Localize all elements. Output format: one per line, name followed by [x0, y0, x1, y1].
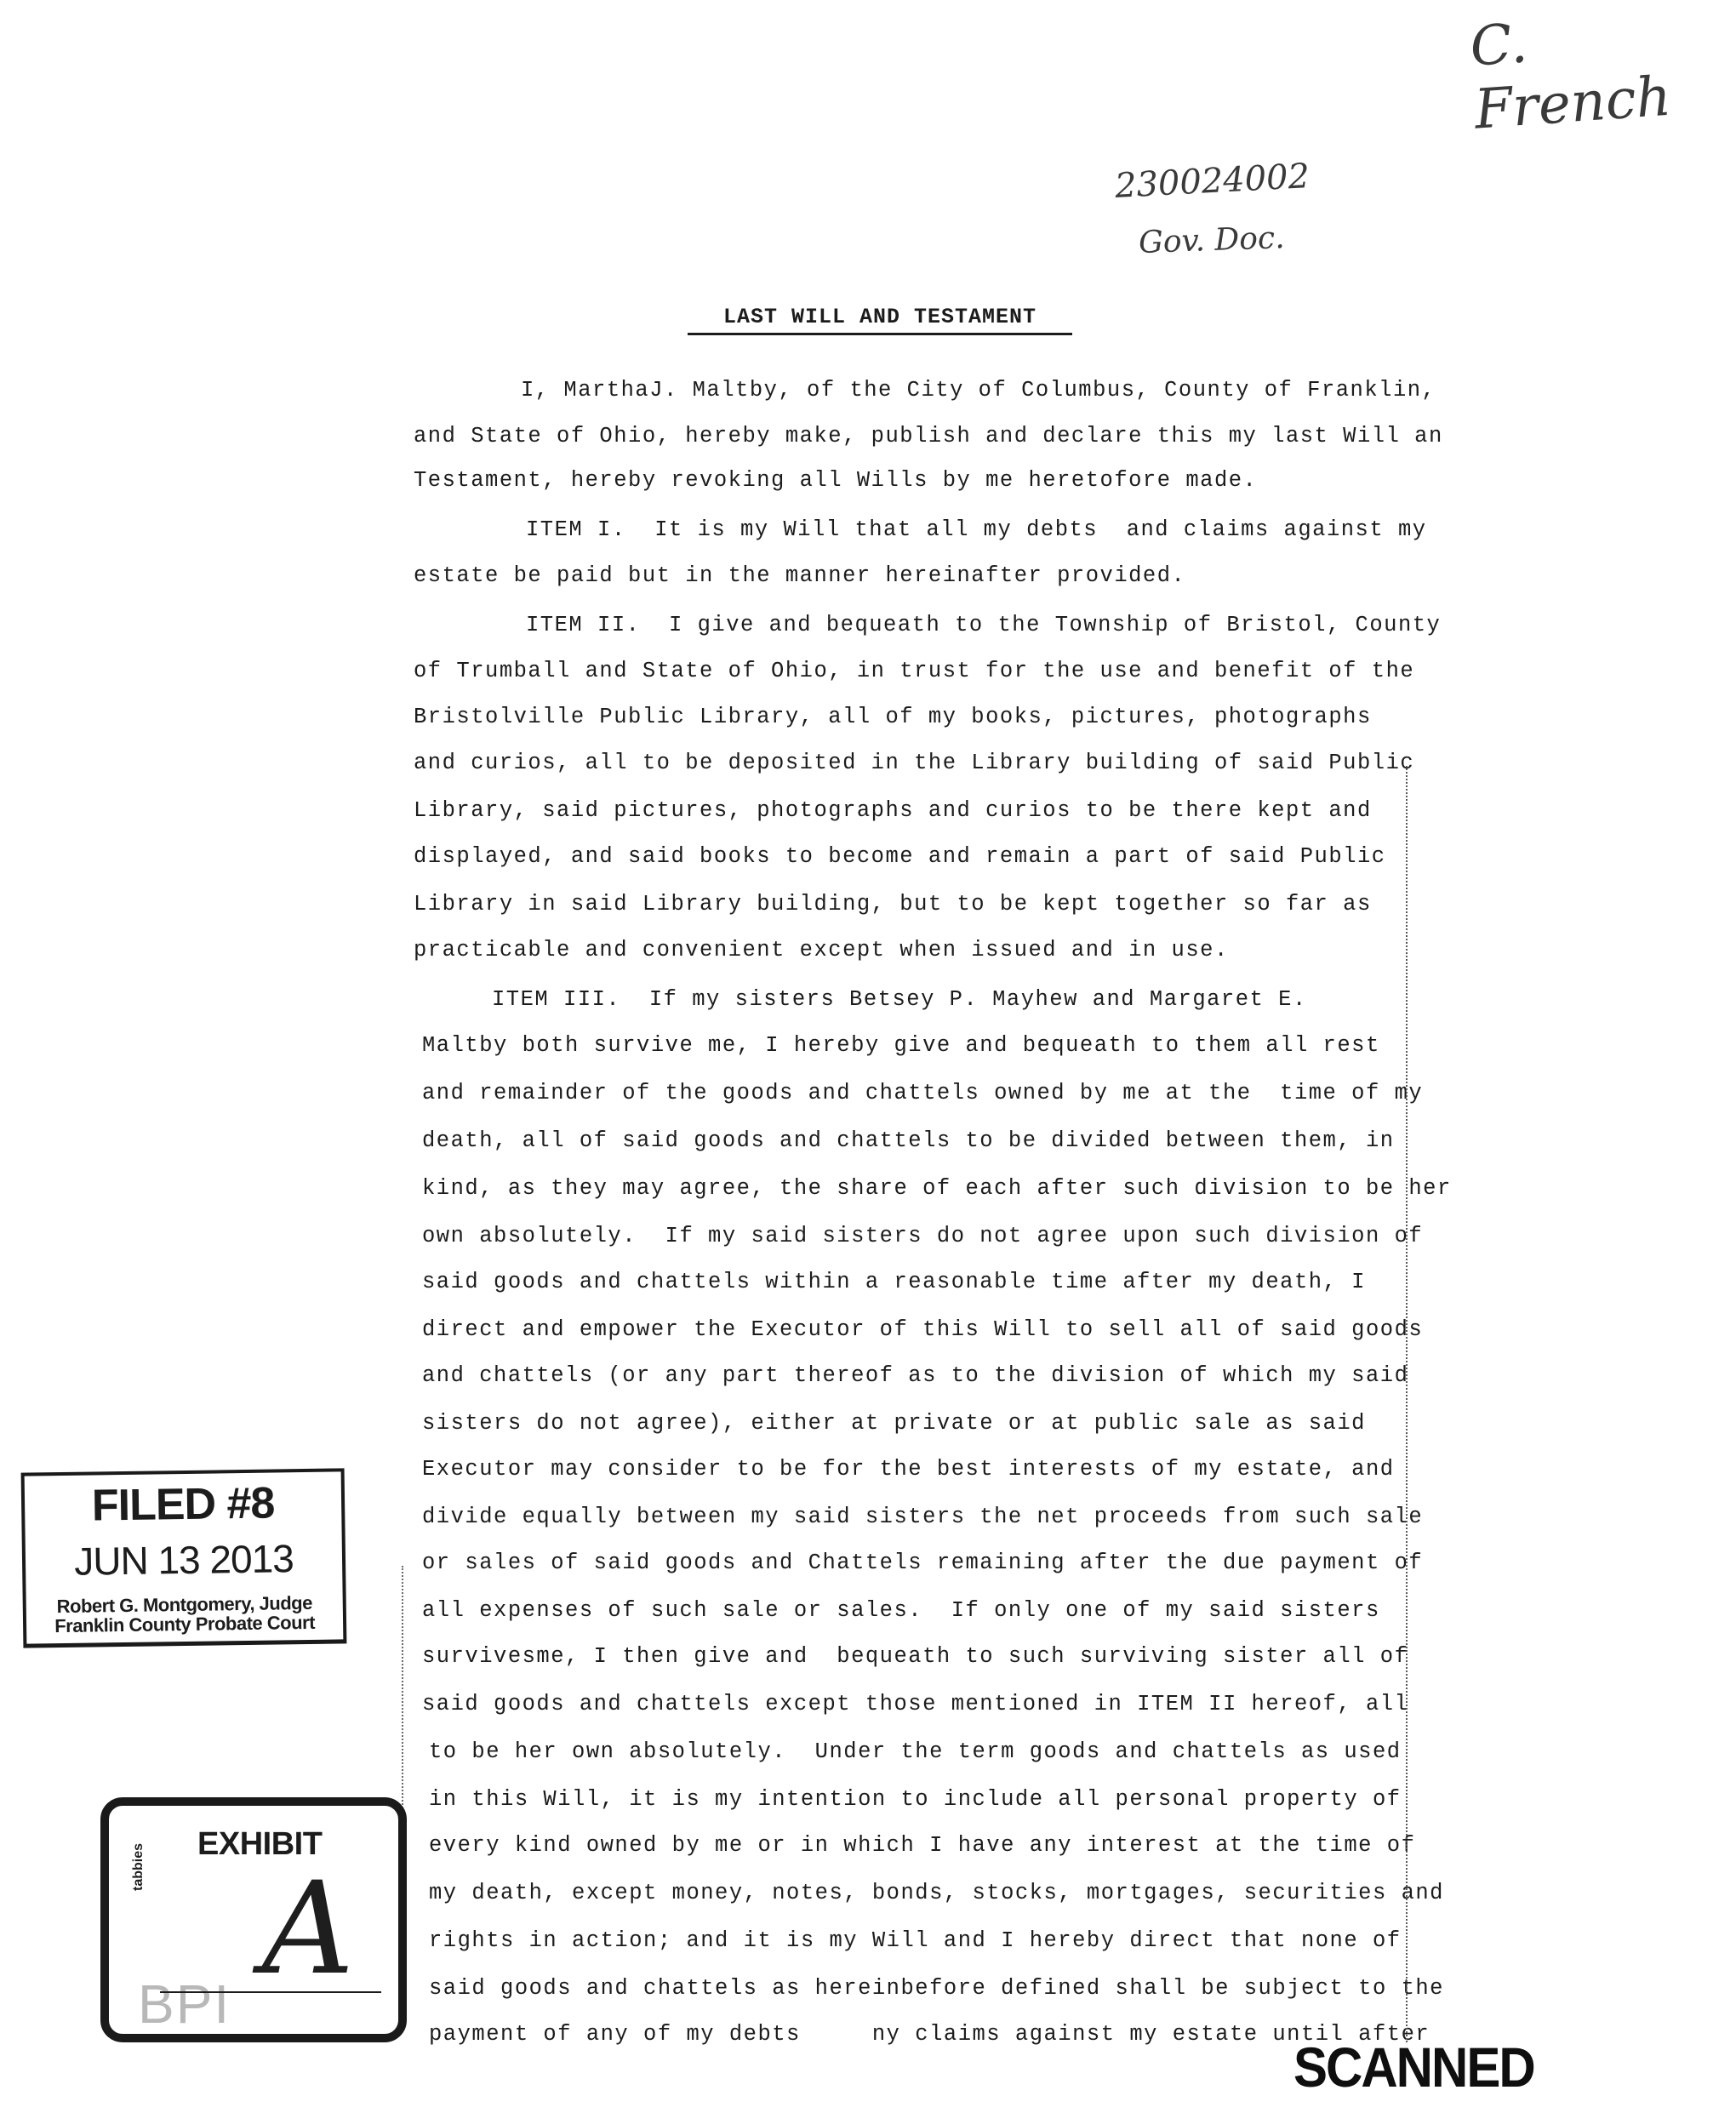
exhibit-title: EXHIBIT: [197, 1826, 323, 1862]
body-line: said goods and chattels as hereinbefore defined shall be subject to the: [429, 1976, 1444, 2001]
body-line: and curios, all to be deposited in the Library building of said Public: [414, 751, 1415, 775]
exhibit-letter: A: [262, 1855, 355, 2003]
body-line: ITEM III. If my sisters Betsey P. Mayhew and Margaret E.: [492, 987, 1307, 1012]
body-line: own absolutely. If my said sisters do not agree upon such division of: [422, 1224, 1424, 1248]
body-line: Library in said Library building, but to be kept together so far as: [414, 892, 1372, 917]
body-line: my death, except money, notes, bonds, stocks, mortgages, securities and: [429, 1881, 1444, 1905]
body-line: ITEM I. It is my Will that all my debts and claims against my: [526, 517, 1427, 542]
body-line: Maltby both survive me, I hereby give and bequeath to them all rest: [422, 1033, 1380, 1058]
body-line: and chattels (or any part thereof as to the division of which my said: [422, 1363, 1409, 1388]
body-line: I, MarthaJ. Maltby, of the City of Columbus, County of Franklin,: [521, 378, 1436, 403]
body-line: rights in action; and it is my Will and I hereby direct that none of: [429, 1928, 1402, 1953]
body-line: every kind owned by me or in which I have any interest at the time of: [429, 1833, 1416, 1858]
filed-stamp-court: Franklin County Probate Court: [54, 1611, 316, 1637]
exhibit-underline: [160, 1991, 381, 1993]
body-line: Executor may consider to be for the best interests of my estate, and: [422, 1457, 1395, 1482]
filed-stamp: [21, 1468, 347, 1648]
document-title: LAST WILL AND TESTAMENT: [688, 305, 1072, 335]
body-line: said goods and chattels except those mentioned in ITEM II hereof, all: [422, 1692, 1409, 1716]
body-line: kind, as they may agree, the share of each after such division to be her: [422, 1176, 1452, 1201]
body-line: said goods and chattels within a reasonable time after my death, I: [422, 1270, 1366, 1294]
body-line: all expenses of such sale or sales. If only one of my said sisters: [422, 1598, 1380, 1623]
body-line: or sales of said goods and Chattels remaining after the due payment of: [422, 1550, 1424, 1575]
body-line: payment of any of my debts ny claims against my estate until after: [429, 2022, 1430, 2047]
body-line: and remainder of the goods and chattels owned by me at the time of my: [422, 1081, 1424, 1105]
scanned-stamp: SCANNED: [1293, 2036, 1534, 2099]
filed-stamp-judge-name: Robert G. Montgomery, Judge: [56, 1591, 313, 1618]
body-line: survivesme, I then give and bequeath to such surviving sister all of: [422, 1644, 1409, 1669]
body-line: direct and empower the Executor of this Will to sell all of said goods: [422, 1317, 1424, 1342]
handwritten-signature: C. French: [1468, 12, 1674, 142]
body-line: Bristolville Public Library, all of my books, pictures, photographs: [414, 705, 1372, 729]
body-line: to be her own absolutely. Under the term goods and chattels as used: [429, 1739, 1402, 1764]
body-line: practicable and convenient except when issued and in use.: [414, 938, 1229, 962]
handwritten-note: Gov. Doc.: [1138, 220, 1286, 260]
body-line: divide equally between my said sisters the net proceeds from such sale: [422, 1505, 1424, 1529]
body-line: sisters do not agree), either at private or at public sale as said: [422, 1411, 1366, 1436]
exhibit-sticker: [100, 1797, 407, 2042]
body-line: death, all of said goods and chattels to be divided between them, in: [422, 1128, 1395, 1153]
right-margin-marks: [1406, 766, 1408, 2042]
filed-stamp-title: FILED #8: [91, 1478, 275, 1531]
body-line: Library, said pictures, photographs and curios to be there kept and: [414, 798, 1372, 823]
filed-stamp-judge: [26, 1592, 344, 1636]
body-line: estate be paid but in the manner hereinafter provided.: [414, 563, 1186, 588]
handwritten-document-number: 230024002: [1113, 157, 1311, 206]
filed-stamp-date: JUN 13 2013: [73, 1536, 294, 1584]
body-line: displayed, and said books to become and remain a part of said Public: [414, 844, 1386, 869]
exhibit-maker-label: tabbies: [131, 1842, 146, 1891]
body-line: and State of Ohio, hereby make, publish and declare this my last Will an: [414, 424, 1443, 448]
body-line: in this Will, it is my intention to include all personal property of: [429, 1787, 1402, 1812]
body-line: Testament, hereby revoking all Wills by me heretofore made.: [414, 468, 1258, 493]
exhibit-watermark: BPI: [138, 1973, 231, 2035]
body-line: of Trumball and State of Ohio, in trust for the use and benefit of the: [414, 659, 1415, 683]
body-line: ITEM II. I give and bequeath to the Township of Bristol, County: [526, 613, 1442, 637]
